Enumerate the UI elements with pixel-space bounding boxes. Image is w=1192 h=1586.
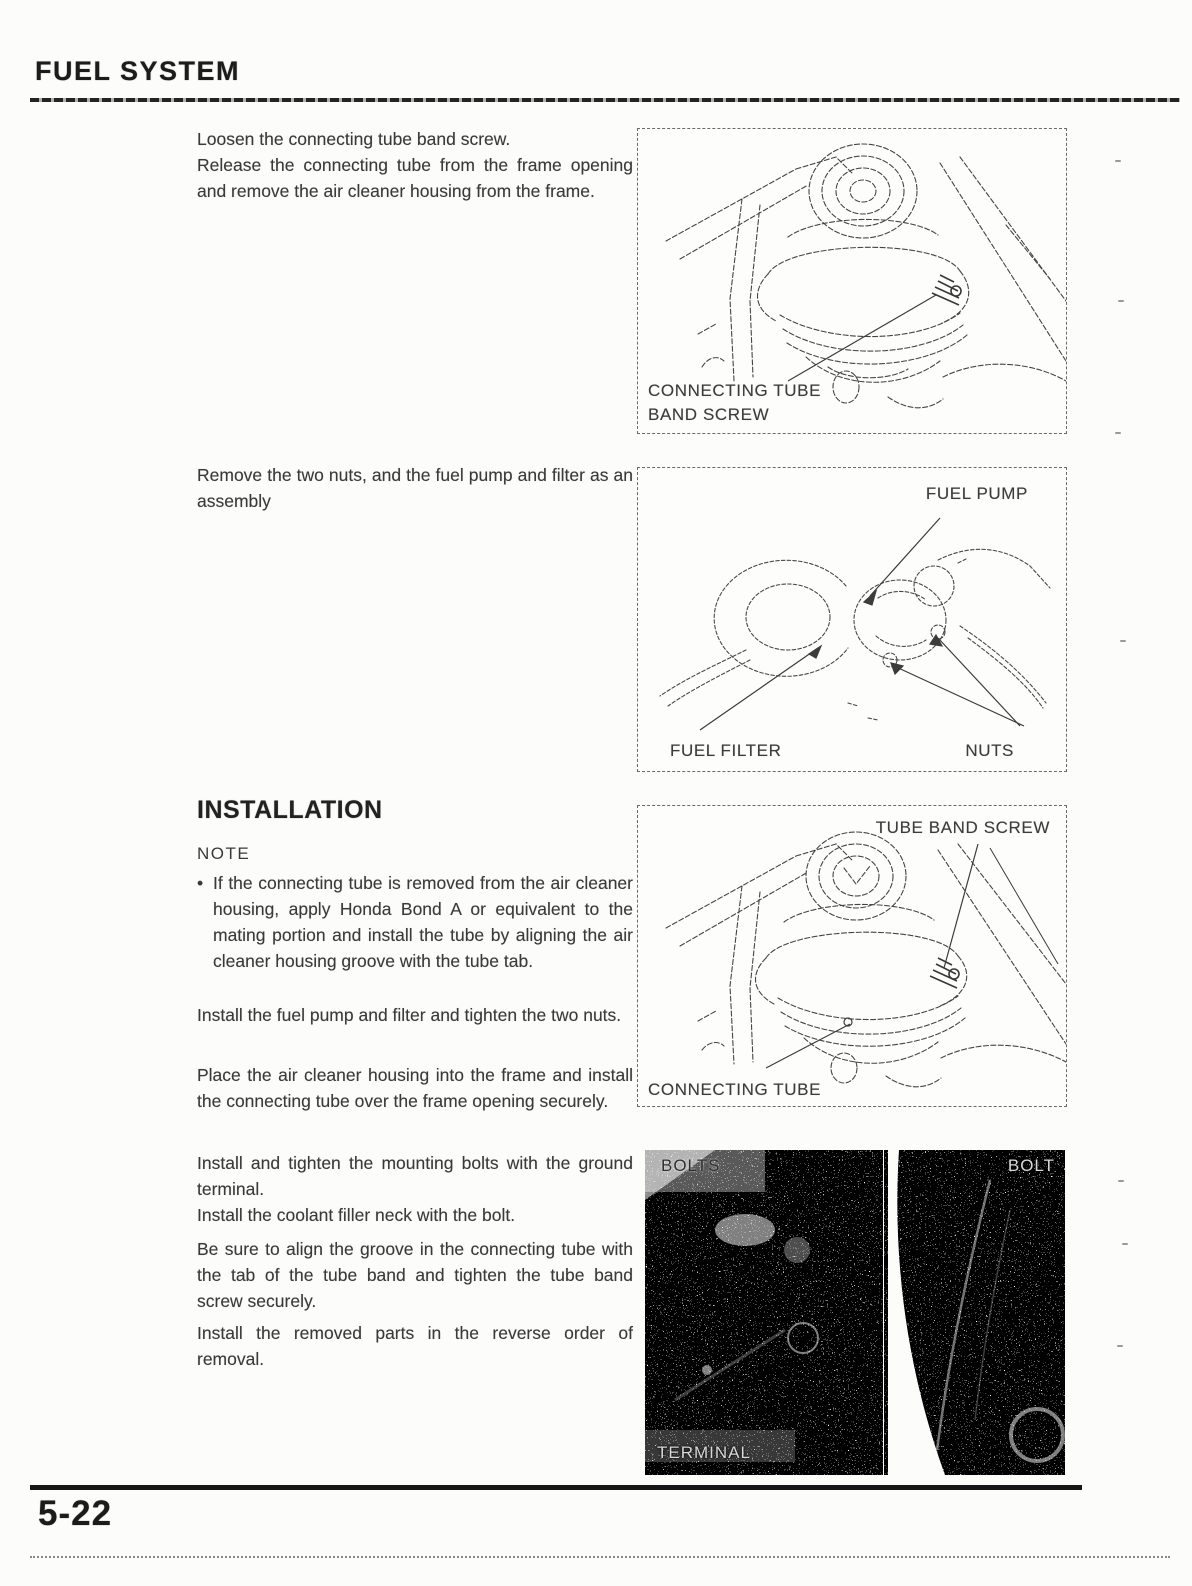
text-line: Be sure to align the groove in the connecting tube with the tab of the tube band and tighten the tube band screw securely. bbox=[197, 1239, 633, 1311]
scan-speck bbox=[1115, 160, 1121, 162]
footer-rule bbox=[30, 1485, 1082, 1490]
fig3-label-tube-band-screw: TUBE BAND SCREW bbox=[875, 818, 1050, 837]
paragraph-remove-nuts bbox=[197, 462, 633, 514]
fig1-label-line1: CONNECTING TUBE bbox=[648, 381, 822, 400]
note-item bbox=[197, 870, 633, 974]
text-line: Install the coolant filler neck with the bolt. bbox=[197, 1205, 516, 1225]
fig2-label-fuel-pump: FUEL PUMP bbox=[925, 484, 1028, 503]
paragraph-reverse-order bbox=[197, 1320, 633, 1372]
text-line: Remove the two nuts, and the fuel pump and filter as an assembly bbox=[197, 465, 633, 511]
fig2-line-art bbox=[638, 468, 1066, 769]
scan-speck bbox=[1115, 432, 1121, 434]
fig3-label-connecting-tube: CONNECTING TUBE bbox=[648, 1080, 822, 1099]
scan-speck bbox=[1122, 1243, 1128, 1245]
paragraph-remove-tube bbox=[197, 126, 633, 204]
paragraph-place-housing bbox=[197, 1062, 633, 1114]
header-rule bbox=[30, 98, 1180, 102]
scan-speck bbox=[1120, 640, 1126, 642]
text-line: Install and tighten the mounting bolts with the ground terminal. bbox=[197, 1153, 633, 1199]
paragraph-install-pump bbox=[197, 1002, 633, 1028]
fig2-label-nuts: NUTS bbox=[965, 741, 1014, 760]
figure-tube-band-screw bbox=[637, 805, 1067, 1107]
text-line: Install the fuel pump and filter and tighten the two nuts. bbox=[197, 1005, 622, 1025]
fig1-label-line2: BAND SCREW bbox=[648, 405, 770, 424]
note-block bbox=[197, 870, 633, 974]
fig3-line-art bbox=[638, 806, 1066, 1104]
note-text: If the connecting tube is removed from the air cleaner housing, apply Honda Bond A or equivalent to the mating portion and install the tube by aligning the air cleaner housing groove with the tube tab. bbox=[213, 873, 633, 971]
text-line: Install the removed parts in the reverse order of removal. bbox=[197, 1323, 633, 1369]
fig4-label-bolt: BOLT bbox=[1007, 1156, 1055, 1175]
paragraph-mounting-bolts bbox=[197, 1150, 633, 1228]
fig4-label-terminal: TERMINAL bbox=[657, 1443, 751, 1462]
figure-fuel-pump-assembly bbox=[637, 467, 1067, 772]
page-number: 5-22 bbox=[38, 1494, 113, 1533]
figure-bolts-terminal-photo bbox=[645, 1150, 1065, 1475]
scan-speck bbox=[1118, 1180, 1124, 1182]
note-label: NOTE bbox=[197, 844, 251, 863]
footer-dotted-line bbox=[30, 1556, 1170, 1558]
text-line: Loosen the connecting tube band screw. bbox=[197, 129, 511, 149]
scan-speck bbox=[1117, 1345, 1123, 1347]
text-line: Release the connecting tube from the frame opening and remove the air cleaner housing from the frame. bbox=[197, 155, 633, 201]
page-title: FUEL SYSTEM bbox=[35, 56, 241, 86]
bullet-marker: • bbox=[197, 873, 204, 893]
paragraph-align-groove bbox=[197, 1236, 633, 1314]
installation-heading: INSTALLATION bbox=[197, 796, 383, 824]
text-line: Place the air cleaner housing into the frame and install the connecting tube over the frame opening securely. bbox=[197, 1065, 633, 1111]
figure-connecting-tube-band-screw bbox=[637, 128, 1067, 434]
fig4-photo bbox=[645, 1150, 1065, 1475]
fig2-label-fuel-filter: FUEL FILTER bbox=[670, 741, 782, 760]
fig4-label-bolts: BOLTS bbox=[661, 1156, 721, 1175]
scan-speck bbox=[1118, 300, 1124, 302]
